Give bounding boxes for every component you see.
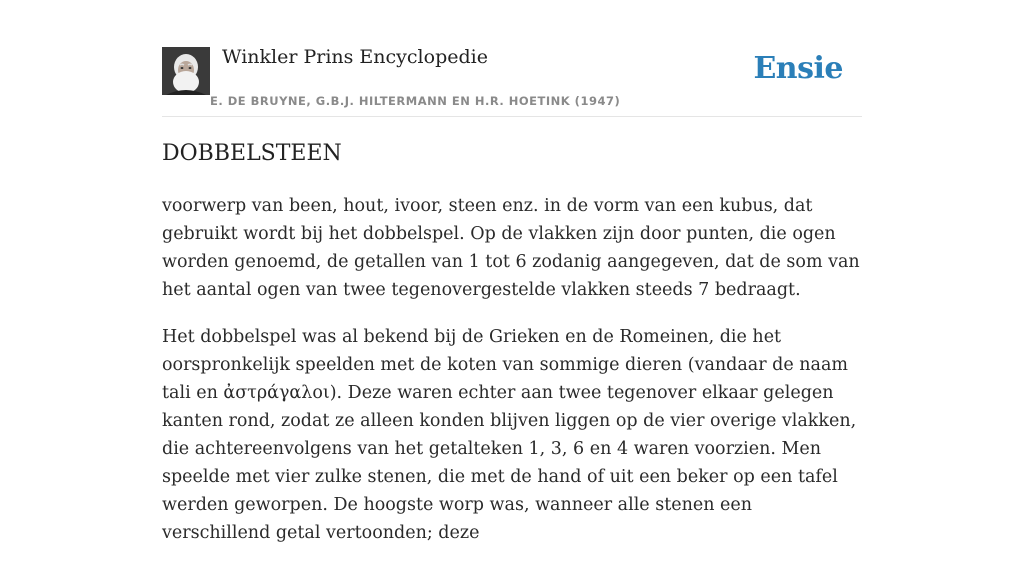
content-container: [162, 0, 862, 543]
authors-subtitle: E. DE BRUYNE, G.B.J. HILTERMANN EN H.R. HOETINK (1947): [210, 94, 621, 108]
article-body: [162, 192, 862, 566]
brand-logo[interactable]: Ensie: [753, 51, 843, 86]
article-paragraph-1: voorwerp van been, hout, ivoor, steen enz. in de vorm van een kubus, dat gebruikt wordt bij het dobbelspel. Op de vlakken zijn door punten, die ogen worden genoemd, de getallen van 1 tot 6 zodanig aangegeven, dat de som van het aantal ogen van twee tegenovergestelde vlakken steeds 7 bedraagt.: [162, 196, 860, 300]
author-avatar: [162, 47, 210, 95]
article-paragraph-2: Het dobbelspel was al bekend bij de Grieken en de Romeinen, die het oorspronkelijk speelden met de koten van sommige dieren (vandaar de naam tali en ἀστράγαλοι). Deze waren echter aan twee tegenover elkaar gelegen kanten rond, zodat ze alleen konden blijven liggen op de vier overige vlakken, die achtereenvolgens van het getalteken 1, 3, 6 en 4 waren voorzien. Men speelde met vier zulke stenen, die met de hand of uit een beker op een tafel werden geworpen. De hoogste worp was, wanneer alle stenen een verschillend getal vertoonden; deze: [162, 327, 857, 543]
article-title: DOBBELSTEEN: [162, 141, 342, 166]
site-title[interactable]: Winkler Prins Encyclopedie: [222, 46, 488, 68]
site-header: [162, 0, 862, 117]
portrait-icon: [162, 47, 210, 95]
